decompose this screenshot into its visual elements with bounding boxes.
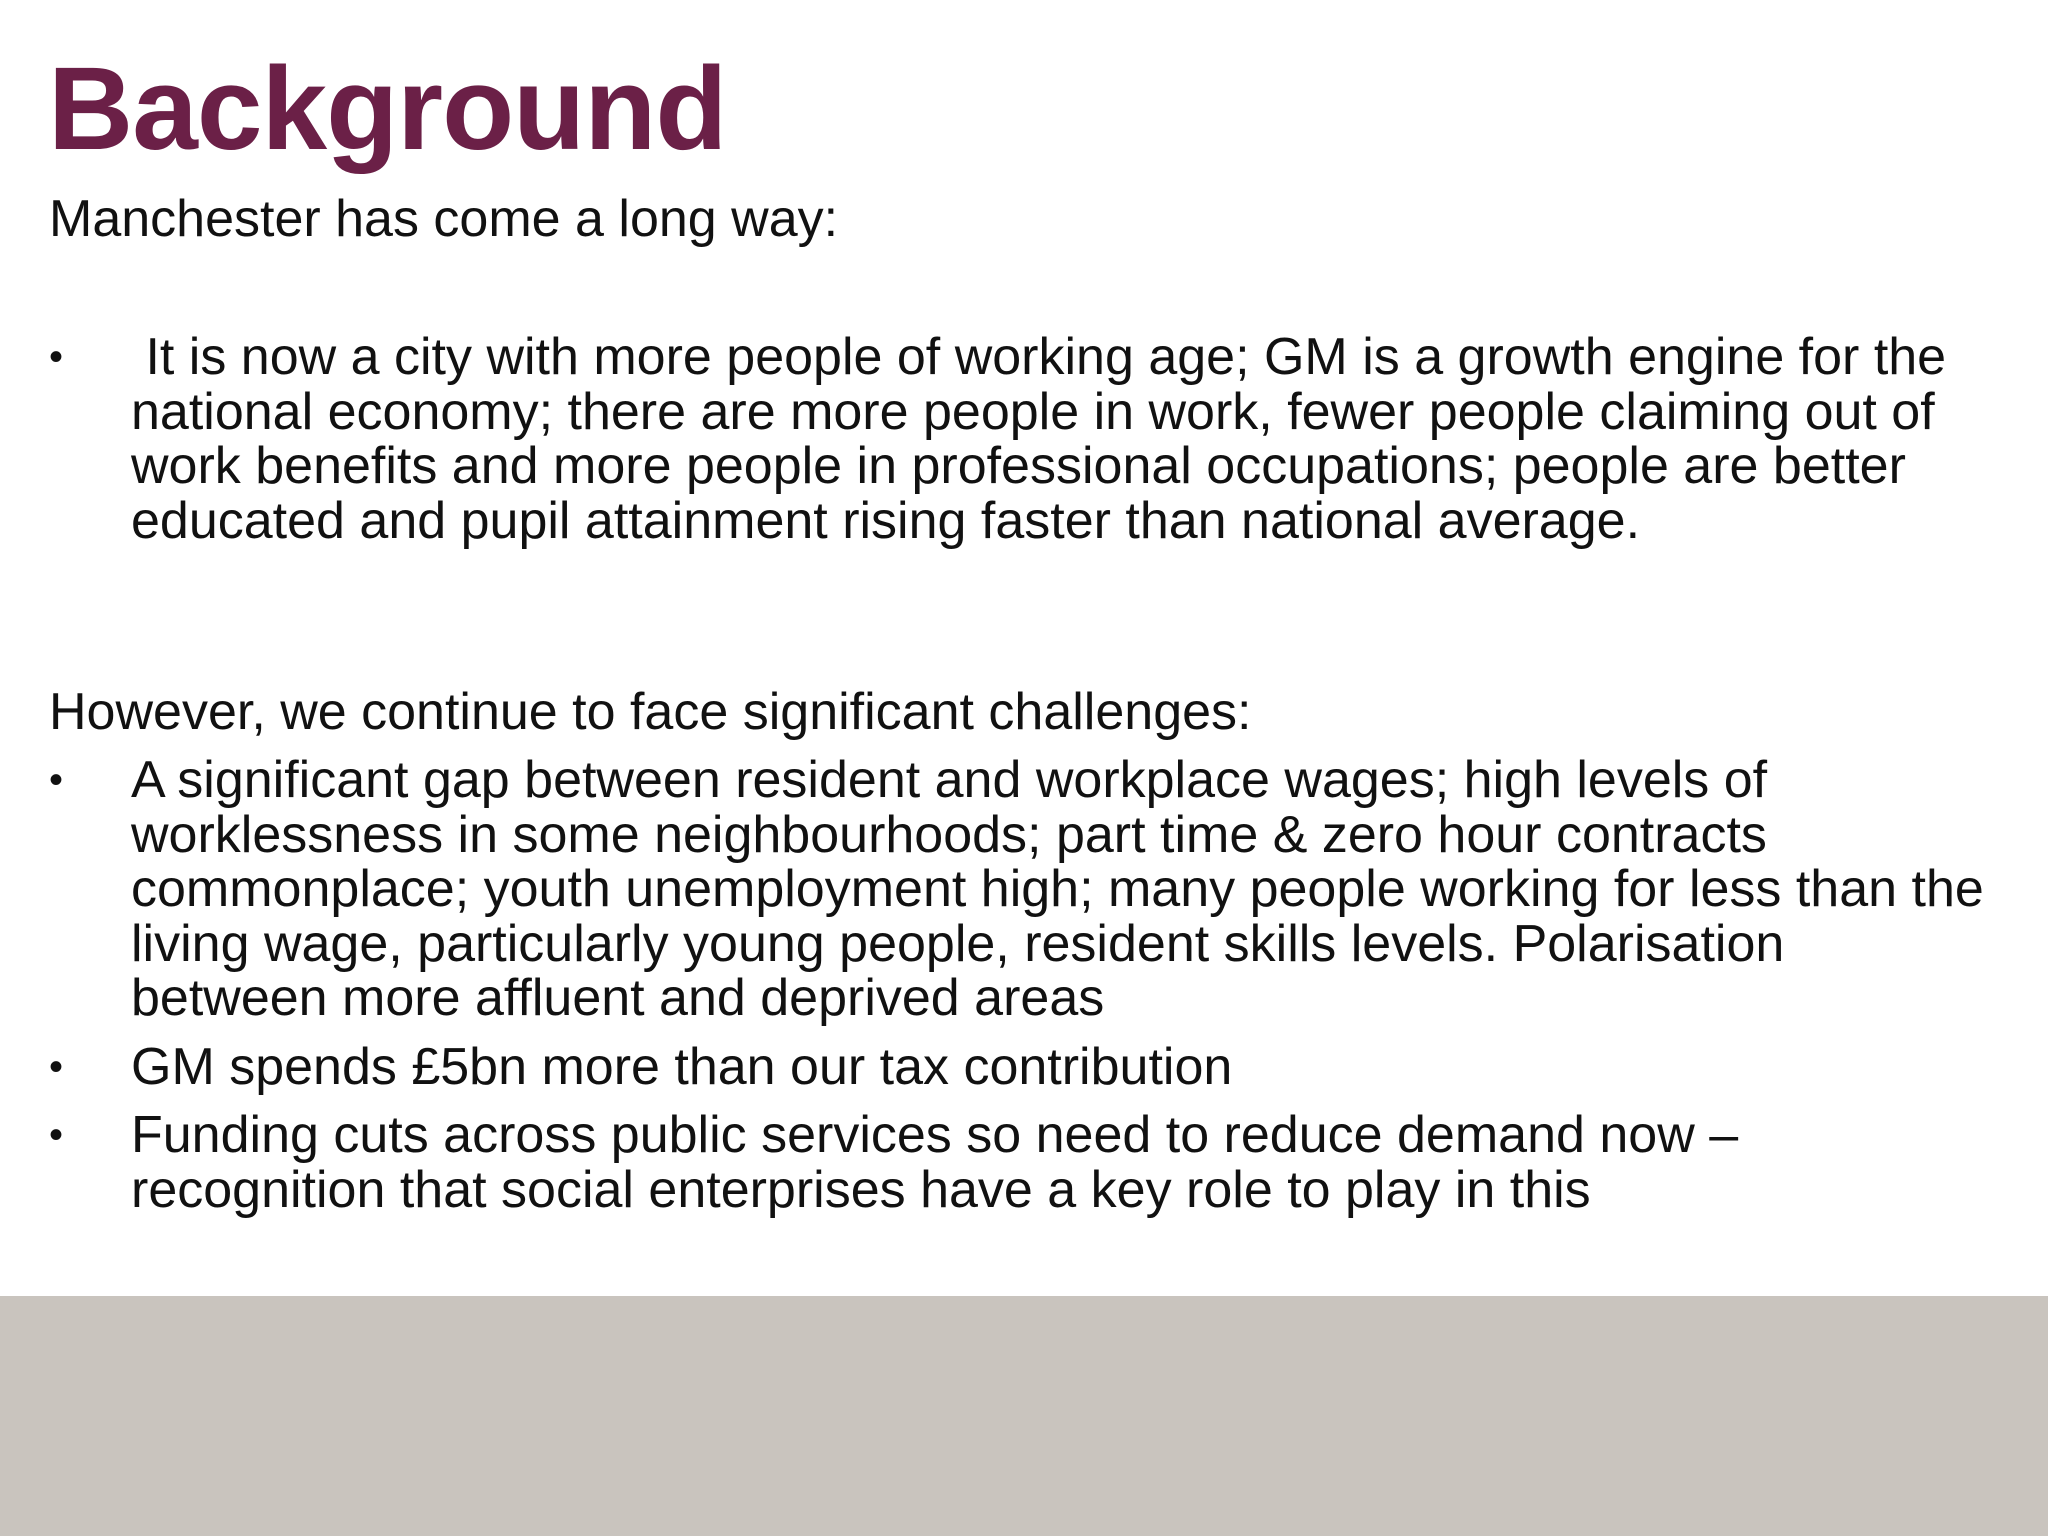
footer-band — [0, 1296, 2048, 1536]
bullet-icon: • — [49, 335, 64, 379]
bullet-text: GM spends £5bn more than our tax contribution — [131, 1037, 1233, 1096]
progress-bullet-list — [49, 330, 1989, 548]
list-item — [49, 1037, 1989, 1096]
bullet-text: Funding cuts across public services so need to reduce demand now – recognition that social enterprises have a key role to play in this — [131, 1106, 1739, 1219]
bullet-icon: • — [49, 1113, 64, 1157]
challenge-bullet-list — [49, 753, 1989, 1217]
bullet-icon: • — [49, 758, 64, 802]
list-item — [49, 1108, 1989, 1217]
bullet-icon: • — [49, 1044, 64, 1089]
intro-text: Manchester has come a long way: — [49, 190, 839, 248]
slide-title: Background — [48, 43, 727, 175]
list-item — [49, 753, 1989, 1026]
bullet-text: It is now a city with more people of working age; GM is a growth engine for the national economy; there are more people in work, fewer people claiming out of work benefits and more people in professional occupations; people are better educated and pupil attainment rising faster than national average. — [131, 328, 1947, 550]
list-item — [49, 330, 1989, 548]
bullet-text: A significant gap between resident and workplace wages; high levels of worklessness in some neighbourhoods; part time & zero hour contracts commonplace; youth unemployment high; many people working for less than the living wage, particularly young people, resident skills levels. Polarisation between more affluent and deprived areas — [131, 751, 1984, 1027]
challenges-heading: However, we continue to face significant challenges: — [49, 683, 1252, 741]
